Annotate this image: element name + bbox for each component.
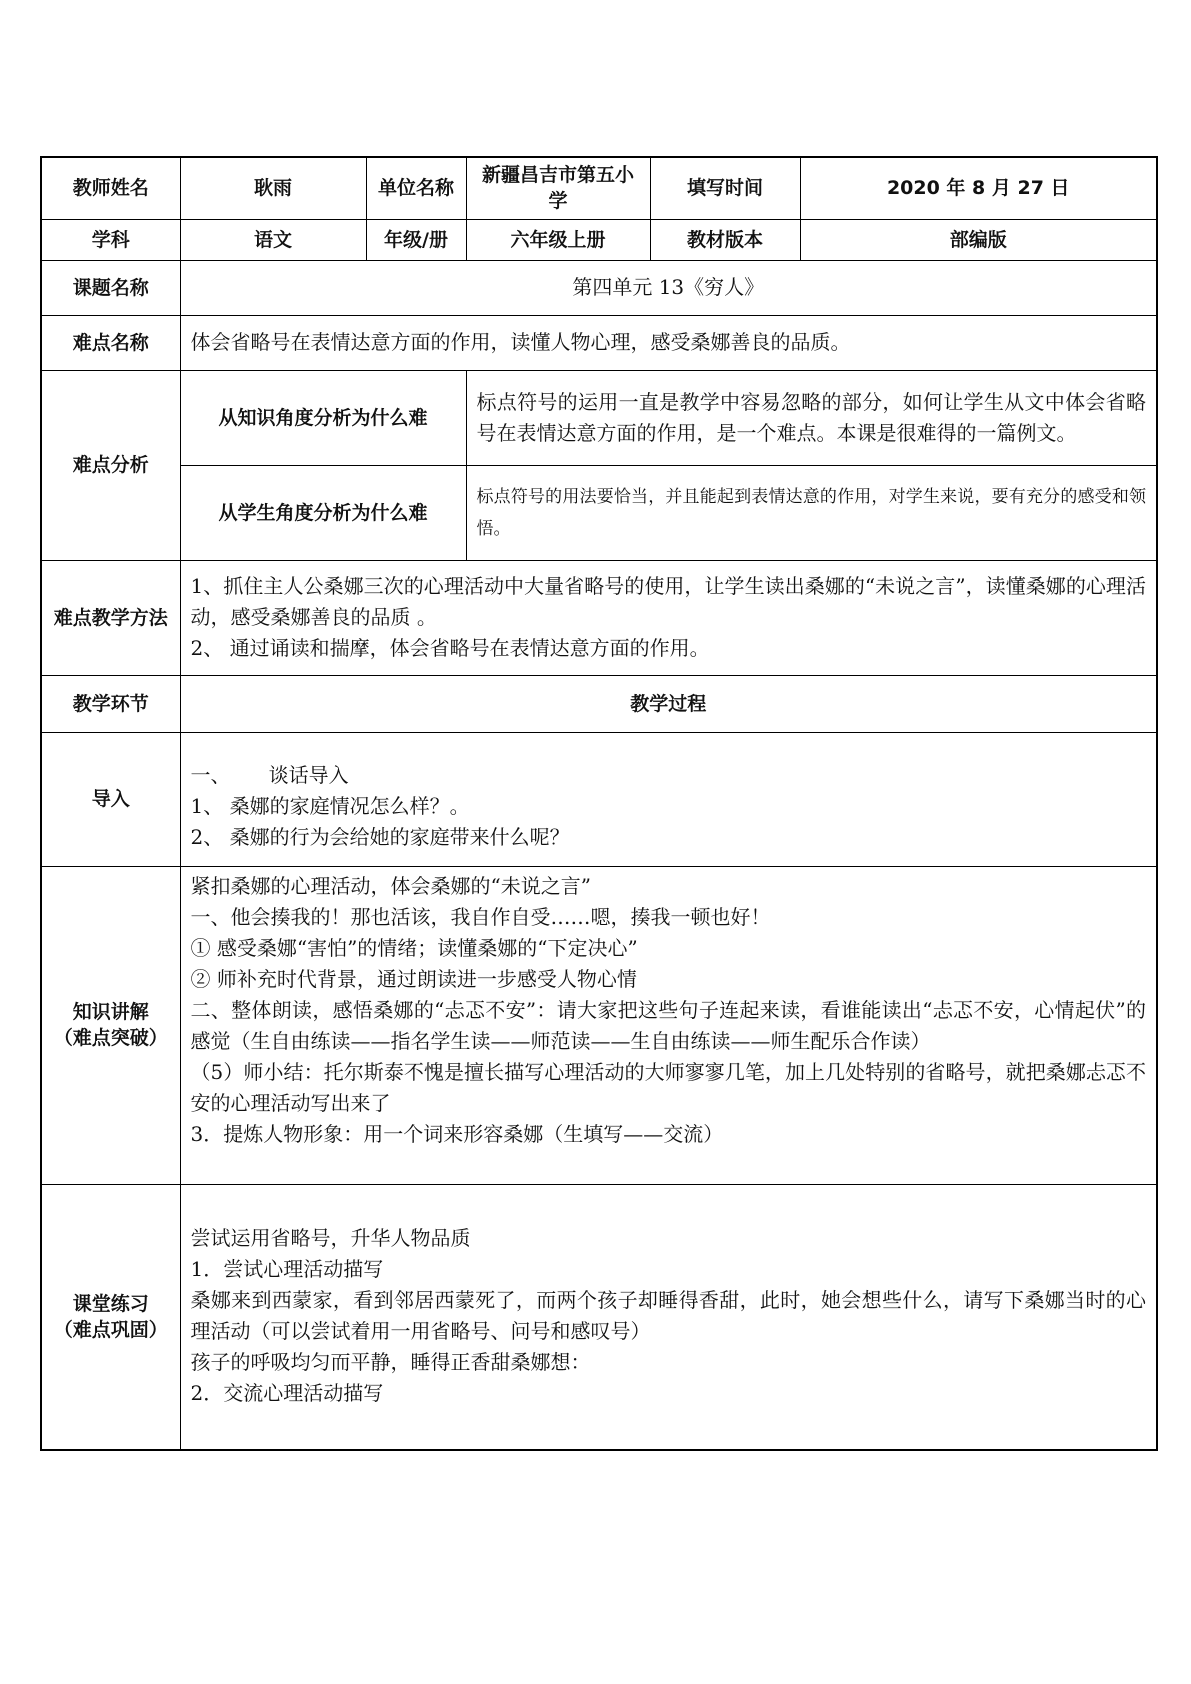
lesson-plan-page <box>40 156 1156 1451</box>
method-row <box>41 560 1157 675</box>
topic-value: 第四单元 13《穷人》 <box>180 260 1157 315</box>
unit-label: 单位名称 <box>366 157 466 219</box>
date-value: 2020 年 8 月 27 日 <box>800 157 1157 219</box>
unit-value: 新疆昌吉市第五小学 <box>466 157 650 219</box>
date-label: 填写时间 <box>650 157 800 219</box>
header-row-1 <box>41 157 1157 219</box>
practice-line: 桑娜来到西蒙家，看到邻居西蒙死了，而两个孩子却睡得香甜，此时，她会想些什么，请写下桑娜当时的心理活动（可以尝试着用一用省略号、问号和感叹号） <box>190 1287 1146 1343</box>
knowledge-label <box>41 866 180 1184</box>
teacher-value: 耿雨 <box>180 157 366 219</box>
method-line: 1、抓住主人公桑娜三次的心理活动中大量省略号的使用，让学生读出桑娜的“未说之言”，读懂桑娜的心理活动，感受桑娜善良的品质 。 <box>190 574 1146 629</box>
subject-value: 语文 <box>180 219 366 260</box>
knowledge-line: ② 师补充时代背景，通过朗读进一步感受人物心情 <box>190 966 637 991</box>
practice-content <box>180 1184 1157 1450</box>
student-angle-value: 标点符号的用法要恰当，并且能起到表情达意的作用，对学生来说，要有充分的感受和领悟。 <box>466 465 1157 560</box>
practice-line: 2．交流心理活动描写 <box>190 1380 384 1405</box>
knowledge-label-line2: （难点突破） <box>53 1027 168 1049</box>
knowledge-angle-label: 从知识角度分析为什么难 <box>180 370 466 465</box>
header-row-2 <box>41 219 1157 260</box>
analysis-label: 难点分析 <box>41 370 180 560</box>
lesson-plan-table <box>40 156 1158 1451</box>
difficulty-value: 体会省略号在表情达意方面的作用，读懂人物心理，感受桑娜善良的品质。 <box>180 315 1157 370</box>
practice-line: 孩子的呼吸均匀而平静，睡得正香甜桑娜想： <box>190 1349 591 1374</box>
topic-label: 课题名称 <box>41 260 180 315</box>
practice-label <box>41 1184 180 1450</box>
intro-label: 导入 <box>41 732 180 866</box>
stage-label: 教学环节 <box>41 675 180 732</box>
practice-line: 1．尝试心理活动描写 <box>190 1256 384 1281</box>
intro-line: 1、 桑娜的家庭情况怎么样？。 <box>190 793 470 818</box>
knowledge-line: 二、整体朗读，感悟桑娜的“忐忑不安”：请大家把这些句子连起来读，看谁能读出“忐忑不安，心情起伏”的感觉（生自由练读——指名学生读——师范读——生自由练读——师生配乐合作读） <box>190 997 1146 1053</box>
practice-row <box>41 1184 1157 1450</box>
intro-line: 一、 谈话导入 <box>190 762 349 787</box>
knowledge-line: （5）师小结：托尔斯泰不愧是擅长描写心理活动的大师寥寥几笔，加上几处特别的省略号，就把桑娜忐忑不安的心理活动写出来了 <box>190 1059 1146 1115</box>
topic-row <box>41 260 1157 315</box>
subject-label: 学科 <box>41 219 180 260</box>
intro-row <box>41 732 1157 866</box>
knowledge-line: ① 感受桑娜“害怕”的情绪；读懂桑娜的“下定决心” <box>190 935 638 960</box>
knowledge-line: 一、他会揍我的！那也活该，我自作自受……嗯，揍我一顿也好！ <box>190 904 771 929</box>
practice-label-line2: （难点巩固） <box>53 1318 168 1341</box>
process-header-row <box>41 675 1157 732</box>
knowledge-row <box>41 866 1157 1184</box>
grade-label: 年级/册 <box>366 219 466 260</box>
knowledge-angle-value: 标点符号的运用一直是教学中容易忽略的部分，如何让学生从文中体会省略号在表情达意方面的作用，是一个难点。本课是很难得的一篇例文。 <box>466 370 1157 465</box>
student-angle-label: 从学生角度分析为什么难 <box>180 465 466 560</box>
method-label: 难点教学方法 <box>41 560 180 675</box>
grade-value: 六年级上册 <box>466 219 650 260</box>
intro-line: 2、 桑娜的行为会给她的家庭带来什么呢？ <box>190 824 570 849</box>
edition-label: 教材版本 <box>650 219 800 260</box>
analysis-row-knowledge <box>41 370 1157 465</box>
practice-label-line1: 课堂练习 <box>72 1292 149 1315</box>
method-content <box>180 560 1157 675</box>
knowledge-line: 3．提炼人物形象：用一个词来形容桑娜（生填写——交流） <box>190 1121 724 1146</box>
teacher-label: 教师姓名 <box>41 157 180 219</box>
knowledge-label-line1: 知识讲解 <box>72 1001 149 1023</box>
intro-content <box>180 732 1157 866</box>
difficulty-row <box>41 315 1157 370</box>
edition-value: 部编版 <box>800 219 1157 260</box>
practice-line: 尝试运用省略号，升华人物品质 <box>190 1225 471 1250</box>
knowledge-content <box>180 866 1157 1184</box>
method-line: 2、 通过诵读和揣摩，体会省略号在表情达意方面的作用。 <box>190 636 710 660</box>
analysis-row-student <box>41 465 1157 560</box>
process-label: 教学过程 <box>180 675 1157 732</box>
knowledge-line: 紧扣桑娜的心理活动，体会桑娜的“未说之言” <box>190 873 591 898</box>
difficulty-label: 难点名称 <box>41 315 180 370</box>
